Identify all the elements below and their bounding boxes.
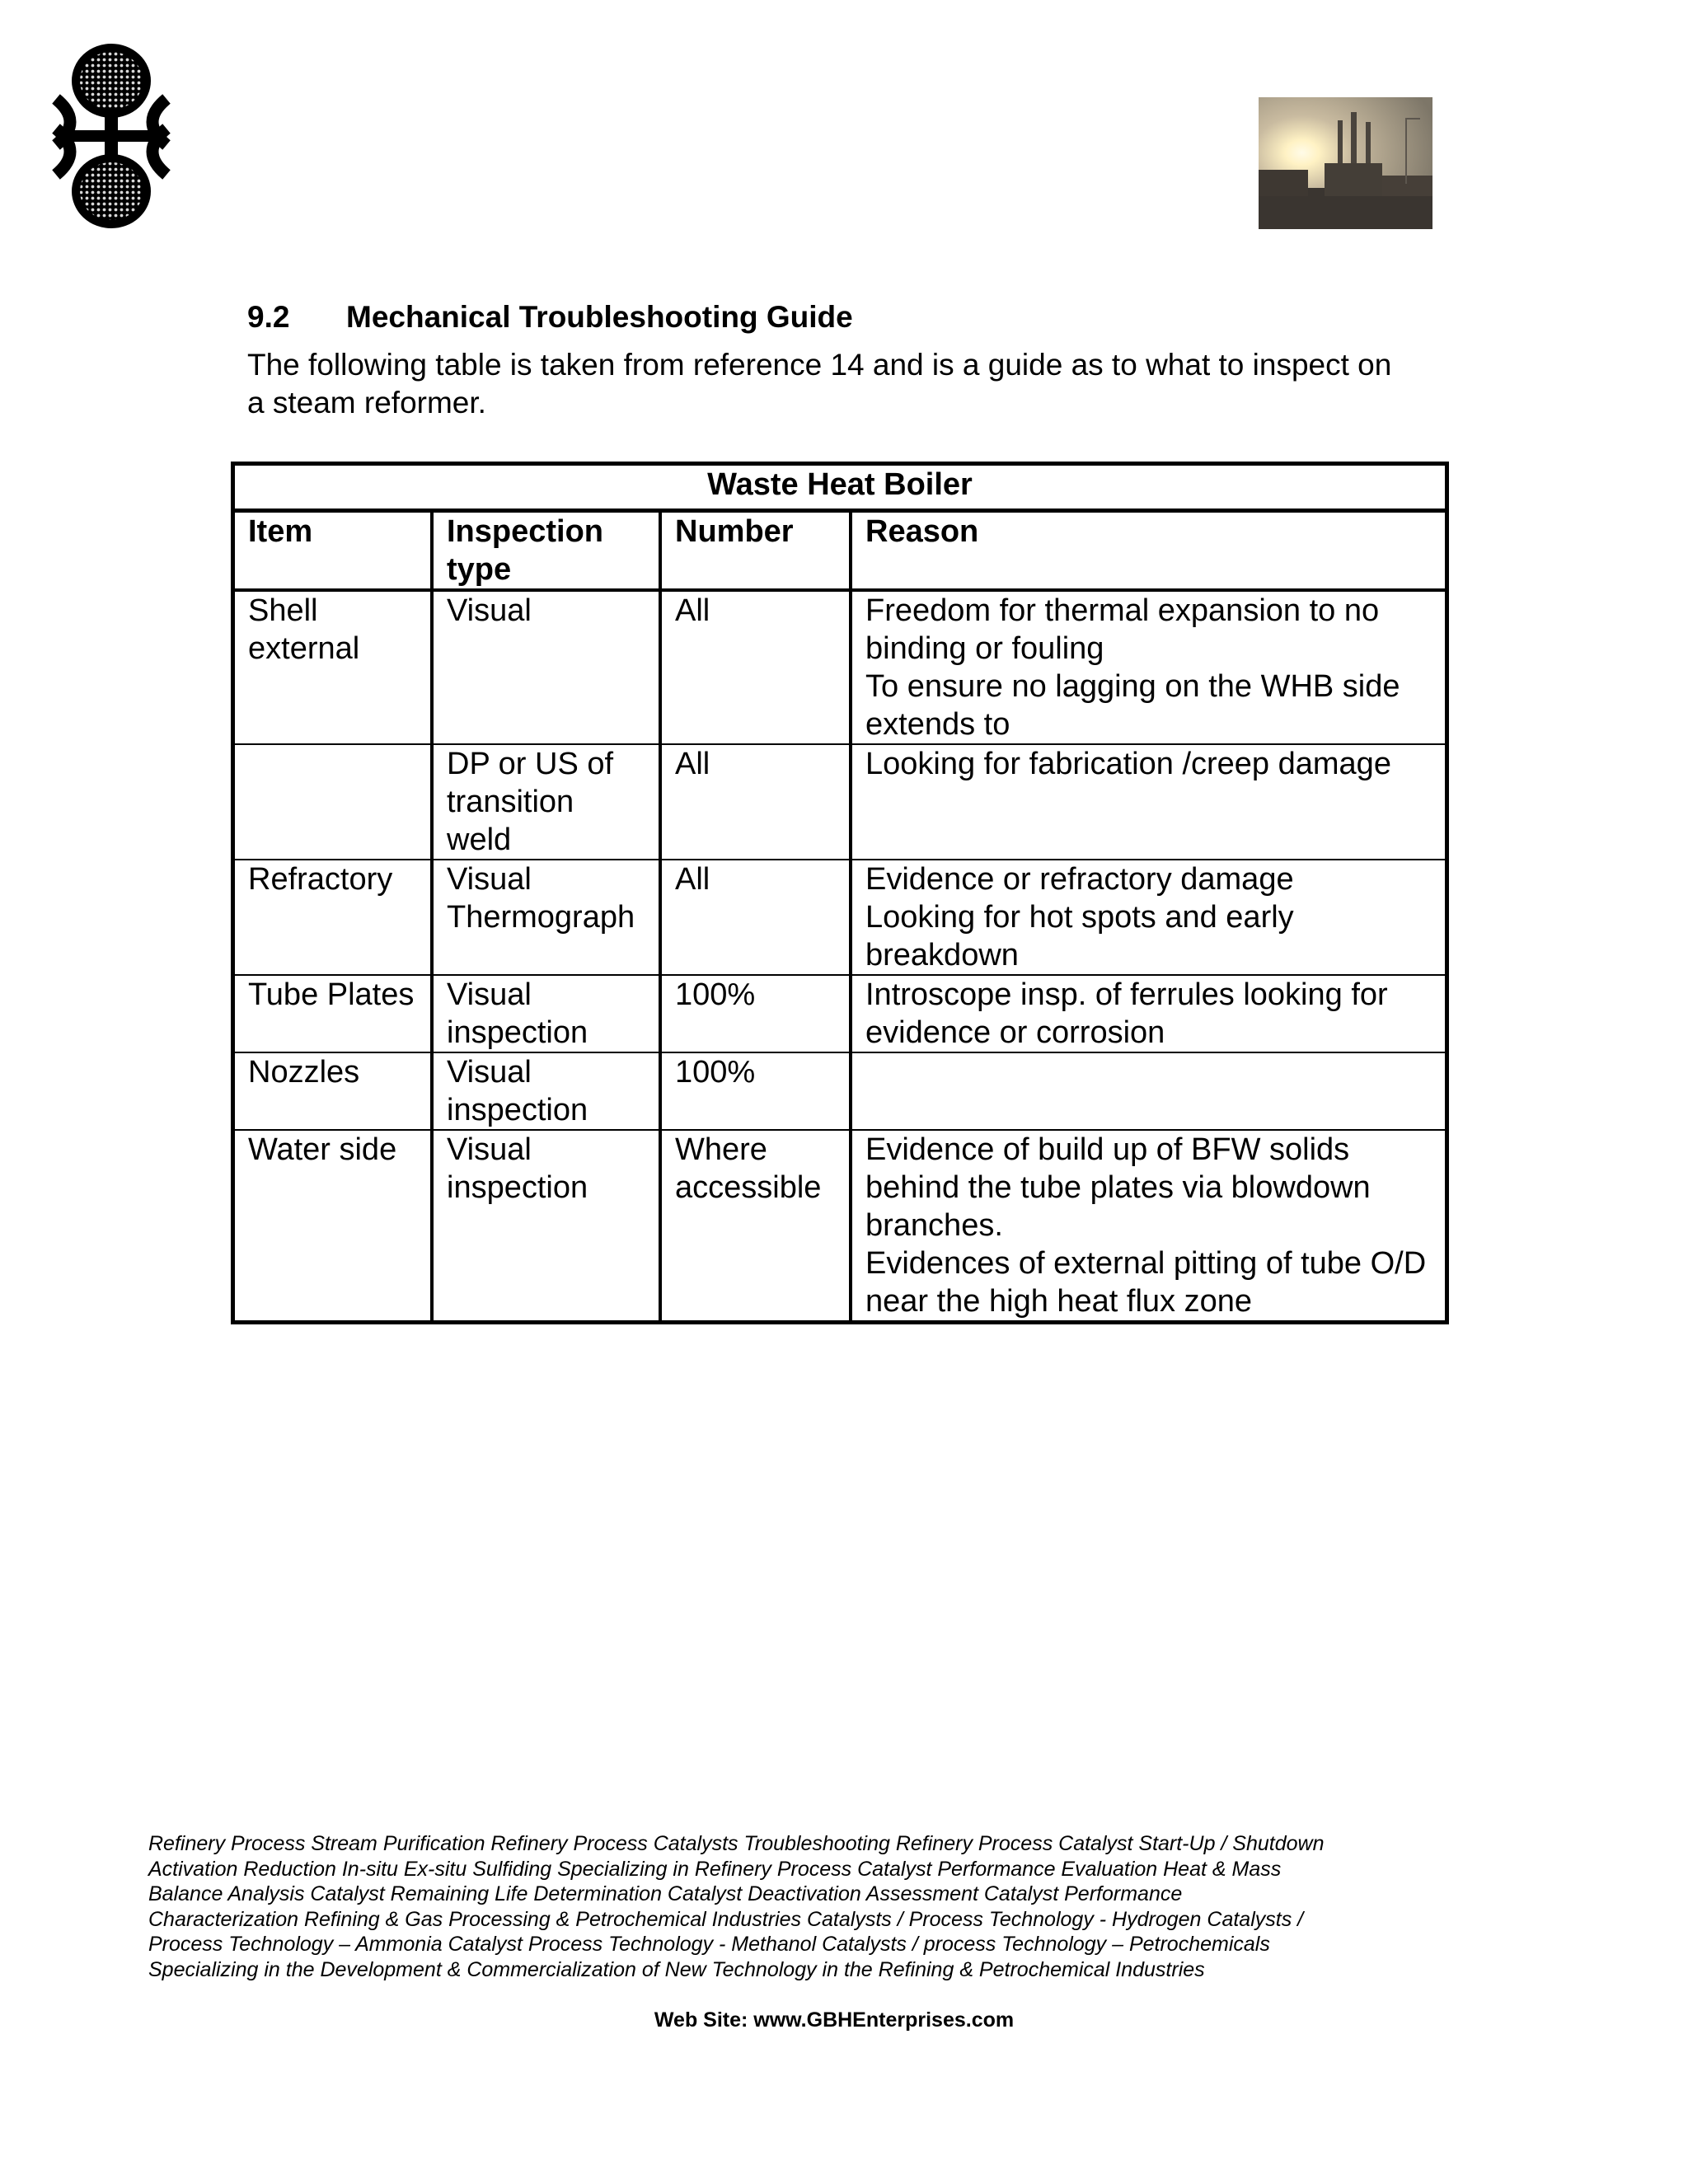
section-number: 9.2 xyxy=(247,300,290,334)
cell-reason xyxy=(851,1052,1447,1130)
reason-line: Freedom for thermal expansion to no binding or fouling xyxy=(865,593,1380,666)
cell-number: All xyxy=(660,590,851,744)
section-heading xyxy=(247,300,853,335)
reason-line: Evidences of external pitting of tube O/D near the high heat flux zone xyxy=(865,1246,1427,1319)
footer-line: Characterization Refining & Gas Processing & Petrochemical Industries Catalysts / Process Technology - Hydrogen Catalysts / xyxy=(148,1907,1304,1931)
table-header-row xyxy=(233,511,1447,591)
cell-inspection-type: Visual inspection xyxy=(432,1052,660,1130)
cell-inspection-type: Visual Thermograph xyxy=(432,860,660,975)
reason-line: To ensure no lagging on the WHB side extends to xyxy=(865,669,1400,742)
column-header-inspection-type: Inspection type xyxy=(432,511,660,591)
cell-inspection-type: Visual inspection xyxy=(432,1130,660,1323)
cell-reason xyxy=(851,744,1447,860)
cell-item xyxy=(233,744,433,860)
cell-reason xyxy=(851,975,1447,1052)
reason-line: Evidence or refractory damage xyxy=(865,862,1294,897)
cell-item: Shell external xyxy=(233,590,433,744)
column-header-item: Item xyxy=(233,511,433,591)
reason-line: Evidence of build up of BFW solids behind the tube plates via blowdown branches. xyxy=(865,1132,1371,1243)
cell-reason xyxy=(851,590,1447,744)
cell-item: Water side xyxy=(233,1130,433,1323)
website-link[interactable]: Web Site: www.GBHEnterprises.com xyxy=(654,2008,1015,2032)
reason-line: Looking for fabrication /creep damage xyxy=(865,747,1391,781)
reason-line: Looking for hot spots and early breakdown xyxy=(865,900,1294,972)
column-header-reason: Reason xyxy=(851,511,1447,591)
cell-item: Nozzles xyxy=(233,1052,433,1130)
cell-item: Tube Plates xyxy=(233,975,433,1052)
table-row xyxy=(233,1130,1447,1323)
cell-reason xyxy=(851,1130,1447,1323)
cell-number: 100% xyxy=(660,975,851,1052)
footer-line: Process Technology – Ammonia Catalyst Process Technology - Methanol Catalysts / process Technology – Petrochemicals xyxy=(148,1933,1270,1956)
cell-number: Where accessible xyxy=(660,1130,851,1323)
cell-inspection-type: Visual xyxy=(432,590,660,744)
cell-number: 100% xyxy=(660,1052,851,1130)
company-logo xyxy=(49,40,173,232)
cell-inspection-type: Visual inspection xyxy=(432,975,660,1052)
cell-inspection-type: DP or US of transition weld xyxy=(432,744,660,860)
footer-line: Balance Analysis Catalyst Remaining Life Determination Catalyst Deactivation Assessment Catalyst Performance xyxy=(148,1882,1183,1905)
footer-services-text xyxy=(148,1831,1434,1982)
table-row xyxy=(233,975,1447,1052)
refinery-photo xyxy=(1259,97,1432,229)
refinery-sunset-photo xyxy=(1259,97,1432,229)
column-header-number: Number xyxy=(660,511,851,591)
table-row xyxy=(233,860,1447,975)
footer-line: Activation Reduction In-situ Ex-situ Sulfiding Specializing in Refinery Process Catalyst Performance Evaluation Heat & Mass xyxy=(148,1857,1282,1881)
table-title: Waste Heat Boiler xyxy=(233,464,1447,511)
intro-paragraph: The following table is taken from reference 14 and is a guide as to what to inspect on a steam reformer. xyxy=(247,348,1392,419)
table-row xyxy=(233,744,1447,860)
reason-line: Introscope insp. of ferrules looking for evidence or corrosion xyxy=(865,977,1388,1050)
cell-number: All xyxy=(660,860,851,975)
table-row xyxy=(233,590,1447,744)
section-title: Mechanical Troubleshooting Guide xyxy=(346,300,853,334)
cell-number: All xyxy=(660,744,851,860)
company-emblem-icon xyxy=(49,40,173,232)
footer-line: Specializing in the Development & Commercialization of New Technology in the Refining & Petrochemical Industries xyxy=(148,1957,1205,1981)
table-row xyxy=(233,1052,1447,1130)
cell-item: Refractory xyxy=(233,860,433,975)
inspection-table xyxy=(231,462,1449,1324)
cell-reason xyxy=(851,860,1447,975)
footer-line: Refinery Process Stream Purification Refinery Process Catalysts Troubleshooting Refinery Process Catalyst Start-Up / Shutdown xyxy=(148,1832,1325,1855)
